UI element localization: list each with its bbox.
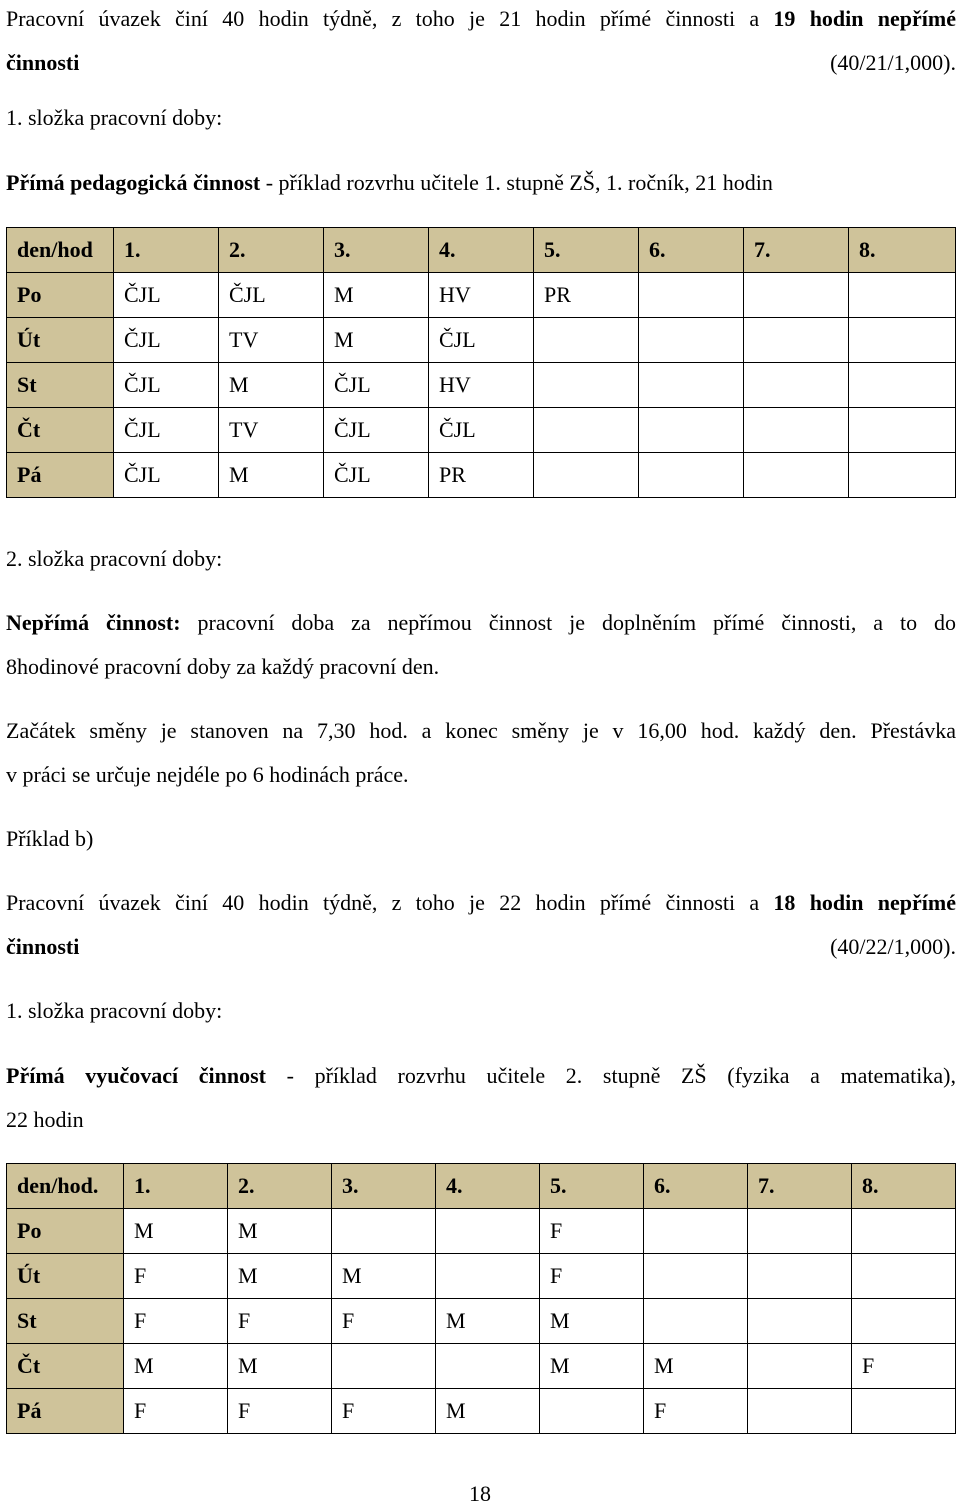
subject-cell: M [219,453,324,498]
header-day-hour: den/hod. [7,1164,124,1209]
subject-cell [639,318,744,363]
subject-cell: TV [219,318,324,363]
header-hour: 3. [332,1164,436,1209]
table-row [7,408,956,453]
subject-cell [744,453,849,498]
subject-cell: PR [429,453,534,498]
subject-cell: M [228,1209,332,1254]
day-cell: Pá [7,1389,124,1434]
day-cell: St [7,1299,124,1344]
subject-cell [744,273,849,318]
day-cell: Út [7,318,114,363]
day-cell: Po [7,273,114,318]
table-header-row [7,1164,956,1209]
section-label-1: 1. složka pracovní doby: [6,105,223,130]
subject-cell: ČJL [114,363,219,408]
subject-cell [849,408,956,453]
day-cell: Čt [7,408,114,453]
subject-cell [852,1254,956,1299]
subject-cell: F [124,1389,228,1434]
subject-cell [744,408,849,453]
subject-cell: PR [534,273,639,318]
paragraph-workload-b [6,881,956,969]
example-b-label: Příklad b) [6,826,94,851]
header-hour: 8. [852,1164,956,1209]
table-row [7,1209,956,1254]
section-label-2: 2. složka pracovní doby: [6,546,223,571]
line: 8hodinové pracovní doby za každý pracovní den. [6,654,440,679]
subject-cell: M [540,1299,644,1344]
subject-cell: F [228,1299,332,1344]
subject-cell [534,453,639,498]
subject-cell [748,1254,852,1299]
subject-cell [744,363,849,408]
subject-cell [744,318,849,363]
subject-cell [540,1389,644,1434]
table-row [7,1389,956,1434]
subject-cell [852,1389,956,1434]
header-hour: 7. [748,1164,852,1209]
header-hour: 4. [436,1164,540,1209]
day-cell: Út [7,1254,124,1299]
paragraph-workload-a [6,0,956,85]
header-hour: 1. [124,1164,228,1209]
subject-cell: F [228,1389,332,1434]
schedule-table-2 [6,1163,956,1434]
subject-cell: M [332,1254,436,1299]
day-cell: Po [7,1209,124,1254]
subject-cell [534,318,639,363]
subject-cell: ČJL [114,273,219,318]
header-hour: 8. [849,228,956,273]
day-cell: Pá [7,453,114,498]
subject-cell: M [228,1344,332,1389]
subject-cell [332,1344,436,1389]
text: (40/22/1,000). [79,934,956,959]
table-header-row [7,228,956,273]
header-hour: 2. [219,228,324,273]
header-hour: 3. [324,228,429,273]
day-cell: St [7,363,114,408]
subject-cell: M [124,1344,228,1389]
subject-cell [639,363,744,408]
subject-cell: M [324,318,429,363]
subject-cell [849,363,956,408]
day-cell: Čt [7,1344,124,1389]
header-hour: 6. [644,1164,748,1209]
text: Pracovní úvazek činí 40 hodin týdně, z toho je 21 hodin přímé činnosti a [6,6,774,31]
table2-caption [6,1054,956,1142]
line [6,1054,956,1098]
subject-cell [436,1209,540,1254]
bold-text: 18 hodin nepřímé [773,890,956,915]
subject-cell: F [644,1389,748,1434]
bold-text: Nepřímá činnost: [6,610,181,635]
subject-cell: TV [219,408,324,453]
table-row [7,1254,956,1299]
subject-cell [748,1389,852,1434]
subject-cell [849,318,956,363]
subject-cell: F [332,1299,436,1344]
subject-cell: F [540,1209,644,1254]
subject-cell: M [124,1209,228,1254]
subject-cell: HV [429,363,534,408]
subject-cell: M [436,1389,540,1434]
subject-cell: F [124,1254,228,1299]
bold-text: 19 hodin nepřímé [773,6,956,31]
text: - příklad rozvrhu učitele 2. stupně ZŠ (fyzika a matematika), [266,1063,956,1088]
header-hour: 4. [429,228,534,273]
subject-cell [639,453,744,498]
table-row [7,1344,956,1389]
bold-text: Přímá pedagogická činnost [6,170,261,195]
header-hour: 1. [114,228,219,273]
header-hour: 5. [540,1164,644,1209]
schedule-table-1 [6,227,956,498]
header-hour: 5. [534,228,639,273]
subject-cell: M [219,363,324,408]
subject-cell: ČJL [324,363,429,408]
table1-caption [6,161,956,205]
subject-cell [849,273,956,318]
text: - příklad rozvrhu učitele 1. stupně ZŠ, 1. ročník, 21 hodin [260,170,773,195]
subject-cell [436,1254,540,1299]
subject-cell [534,408,639,453]
header-hour: 2. [228,1164,332,1209]
subject-cell [644,1254,748,1299]
header-day-hour: den/hod [7,228,114,273]
subject-cell [332,1209,436,1254]
subject-cell [639,273,744,318]
subject-cell: F [852,1344,956,1389]
bold-text: činnosti [6,934,80,959]
paragraph-shift [6,709,956,797]
subject-cell [436,1344,540,1389]
subject-cell: ČJL [219,273,324,318]
subject-cell [644,1299,748,1344]
line: 22 hodin [6,1107,84,1132]
header-hour: 6. [639,228,744,273]
subject-cell: M [540,1344,644,1389]
subject-cell: M [436,1299,540,1344]
bold-text: Přímá vyučovací činnost [6,1063,266,1088]
subject-cell [748,1344,852,1389]
table-row [7,1299,956,1344]
text: Pracovní úvazek činí 40 hodin týdně, z toho je 22 hodin přímé činnosti a [6,890,774,915]
subject-cell [534,363,639,408]
subject-cell: M [228,1254,332,1299]
subject-cell: ČJL [324,408,429,453]
bold-text: činnosti [6,50,80,75]
subject-cell: HV [429,273,534,318]
line [6,601,956,645]
subject-cell [639,408,744,453]
subject-cell: ČJL [429,408,534,453]
subject-cell: ČJL [114,318,219,363]
subject-cell: ČJL [429,318,534,363]
subject-cell [748,1209,852,1254]
line: Začátek směny je stanoven na 7,30 hod. a konec směny je v 16,00 hod. každý den. Přestávka [6,718,956,743]
subject-cell: M [324,273,429,318]
header-hour: 7. [744,228,849,273]
table-row [7,273,956,318]
subject-cell: ČJL [324,453,429,498]
subject-cell: ČJL [114,453,219,498]
subject-cell [849,453,956,498]
table-row [7,453,956,498]
paragraph-indirect [6,601,956,689]
subject-cell [644,1209,748,1254]
line: v práci se určuje nejdéle po 6 hodinách práce. [6,762,409,787]
subject-cell: ČJL [114,408,219,453]
text: pracovní doba za nepřímou činnost je doplněním přímé činnosti, a to do [180,610,957,635]
subject-cell: F [124,1299,228,1344]
subject-cell: F [332,1389,436,1434]
subject-cell [852,1209,956,1254]
table-row [7,318,956,363]
subject-cell [748,1299,852,1344]
text: (40/21/1,000). [79,50,956,75]
subject-cell [852,1299,956,1344]
subject-cell: M [644,1344,748,1389]
page-number: 18 [469,1481,491,1506]
table-row [7,363,956,408]
section-label-3: 1. složka pracovní doby: [6,998,223,1023]
subject-cell: F [540,1254,644,1299]
